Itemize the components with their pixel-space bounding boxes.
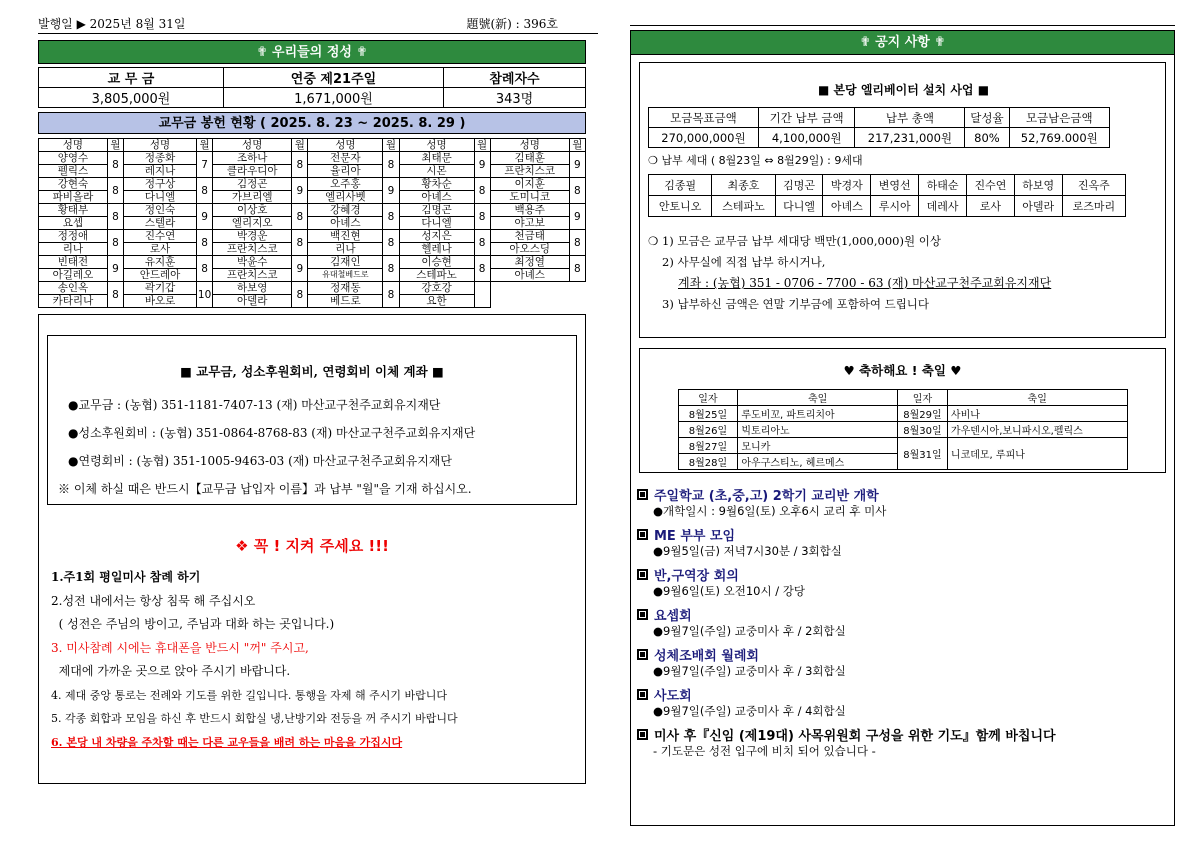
family-baptism-name: 아녜스 — [823, 196, 871, 217]
donor-baptism-name: 아녜스 — [490, 269, 569, 282]
elevator-info-line: ❍ 1) 모금은 교무금 납부 세대당 백만(1,000,000)원 이상 — [648, 234, 941, 248]
donor-name: 하보영 — [213, 282, 292, 295]
donor-month: 8 — [383, 230, 399, 256]
family-name: 최종호 — [712, 175, 775, 196]
notice-title — [637, 645, 1174, 663]
donor-baptism-name: 아길레오 — [39, 269, 108, 282]
feast-names: 루도비꼬, 파트리치아 — [738, 406, 898, 422]
donor-baptism-name: 율리아 — [308, 165, 383, 178]
elevator-header: 모금목표금액 — [649, 108, 759, 128]
notice-title-text: 주일학교 (초,중,고) 2학기 교리반 개학 — [654, 488, 879, 504]
donor-baptism-name: 엘리사벳 — [308, 191, 383, 204]
account-line: ●교무금 : (농협) 351-1181-7407-13 (재) 마산교구천주교회유지재단 — [68, 398, 441, 412]
notice-title — [637, 525, 1174, 543]
donor-month: 9 — [197, 204, 213, 230]
family-baptism-name: 다니엘 — [775, 196, 823, 217]
family-baptism-name: 스테파노 — [712, 196, 775, 217]
donor-name: 강혜경 — [308, 204, 383, 217]
donor-baptism-name: 도미니코 — [490, 191, 569, 204]
rule-item: 3. 미사참례 시에는 휴대폰을 반드시 "꺼" 주시고, — [51, 640, 309, 655]
notice-item — [637, 565, 1174, 599]
donor-month: 8 — [292, 230, 308, 256]
donor-column-header: 성명 — [124, 139, 197, 152]
donor-name: 정재동 — [308, 282, 383, 295]
donor-baptism-name: 시몬 — [399, 165, 474, 178]
donor-column-header: 월 — [197, 139, 213, 152]
donor-name: 최태문 — [399, 152, 474, 165]
feast-names: 니코데모, 루피나 — [947, 438, 1127, 470]
elevator-box — [639, 62, 1166, 338]
donor-column-header: 성명 — [490, 139, 569, 152]
feast-names: 아우구스티노, 헤르메스 — [738, 454, 898, 470]
feast-title: ♥ 축하해요 ! 축일 ♥ — [843, 363, 962, 378]
feast-header: 일자 — [678, 390, 738, 406]
notice-item — [637, 525, 1174, 559]
notice-detail: ●개학일시 : 9월6일(토) 오후6시 교리 후 미사 — [653, 504, 887, 518]
issue-number: 題號(新) : 396호 — [466, 17, 558, 31]
notice-detail: - 기도문은 성전 입구에 비치 되어 있습니다 - — [653, 744, 876, 758]
elevator-info-line: 2) 사무실에 직접 납부 하시거나, — [662, 255, 826, 269]
family-name: 진수연 — [966, 175, 1014, 196]
donor-name: 빈태전 — [39, 256, 108, 269]
donor-column-header: 월 — [292, 139, 308, 152]
donor-name: 박경운 — [213, 230, 292, 243]
feast-date: 8월25일 — [678, 406, 738, 422]
donor-month: 8 — [569, 178, 585, 204]
elevator-header: 모금남은금액 — [1009, 108, 1109, 128]
offering-header: 교 무 금 — [39, 68, 224, 88]
notice-title — [637, 685, 1174, 703]
offering-header: 참례자수 — [444, 68, 586, 88]
notice-title-text: 요셉회 — [654, 608, 692, 624]
donor-baptism-name: 로사 — [124, 243, 197, 256]
donor-month: 9 — [569, 152, 585, 178]
notice-title — [637, 485, 1174, 503]
elevator-value: 217,231,000원 — [855, 128, 965, 148]
notice-detail: ●9월7일(주일) 교중미사 후 / 2회합실 — [653, 624, 846, 638]
offering-header: 연중 제21주일 — [224, 68, 444, 88]
donor-month: 8 — [292, 204, 308, 230]
feast-names: 사비나 — [947, 406, 1127, 422]
donor-month — [474, 282, 490, 308]
family-baptism-name: 데레사 — [919, 196, 967, 217]
donor-month: 9 — [107, 256, 123, 282]
notice-detail: ●9월7일(주일) 교중미사 후 / 4회합실 — [653, 704, 846, 718]
elevator-info — [648, 231, 1159, 315]
donor-column-header: 월 — [474, 139, 490, 152]
donor-name: 양영수 — [39, 152, 108, 165]
accounts-title: ■ 교무금, 성소후원회비, 연령회비 이체 계좌 ■ — [180, 364, 444, 379]
donor-baptism-name: 다니엘 — [399, 217, 474, 230]
donor-baptism-name: 펠릭스 — [39, 165, 108, 178]
elevator-value: 4,100,000원 — [758, 128, 855, 148]
donor-name: 천금태 — [490, 230, 569, 243]
notice-item — [637, 605, 1174, 639]
rule-item: ( 성전은 주님의 방이고, 주님과 대화 하는 곳입니다.) — [51, 617, 335, 631]
donor-month: 8 — [383, 204, 399, 230]
rule-item: 6. 본당 내 차량을 주차할 때는 다른 교우들을 배려 하는 마음을 가집시다 — [51, 735, 403, 749]
donor-month: 8 — [383, 152, 399, 178]
donor-baptism-name: 클라우디아 — [213, 165, 292, 178]
donor-month: 8 — [474, 204, 490, 230]
donor-month: 8 — [292, 282, 308, 308]
donor-month: 8 — [197, 230, 213, 256]
account-line: ●성소후원회비 : (농협) 351-0864-8768-83 (재) 마산교구천주교회유지재단 — [68, 426, 476, 440]
notice-item — [637, 685, 1174, 719]
donor-empty — [490, 282, 585, 308]
donor-baptism-name: 아녜스 — [399, 191, 474, 204]
family-name: 하태순 — [919, 175, 967, 196]
donor-month: 7 — [197, 152, 213, 178]
feast-date: 8월30일 — [898, 422, 948, 438]
elevator-header: 납부 총액 — [855, 108, 965, 128]
donor-month: 8 — [474, 178, 490, 204]
feast-date: 8월27일 — [678, 438, 738, 454]
notice-list — [637, 485, 1174, 759]
offering-value: 3,805,000원 — [39, 88, 224, 108]
notice-detail: ●9월6일(토) 오전10시 / 강당 — [653, 584, 805, 598]
feast-header: 축일 — [738, 390, 898, 406]
notice-title — [637, 605, 1174, 623]
donor-month: 8 — [474, 230, 490, 256]
donor-name: 정종화 — [124, 152, 197, 165]
donor-name: 유지훈 — [124, 256, 197, 269]
donor-baptism-name: 스테파노 — [399, 269, 474, 282]
donor-baptism-name: 요셉 — [39, 217, 108, 230]
donor-month: 9 — [383, 178, 399, 204]
donor-month: 8 — [107, 230, 123, 256]
feast-names: 모니카 — [738, 438, 898, 454]
donor-table — [38, 138, 586, 308]
square-bullet-icon — [637, 689, 648, 700]
notice-title-text: 반,구역장 회의 — [654, 568, 739, 584]
rule-item: 제대에 가까운 곳으로 앉아 주시기 바랍니다. — [51, 664, 291, 678]
donor-name: 정인숙 — [124, 204, 197, 217]
elevator-value: 80% — [965, 128, 1009, 148]
rule-item: 2.성전 내에서는 항상 침묵 해 주십시오 — [51, 593, 256, 608]
rule-item: 4. 제대 중앙 통로는 전례와 기도를 위한 길입니다. 통행을 자제 해 주시기 바랍니다 — [51, 688, 447, 702]
elevator-info-line: 3) 납부하신 금액은 연말 기부금에 포함하여 드립니다 — [662, 297, 930, 311]
notice-title-text: 사도회 — [654, 688, 692, 704]
donor-name: 김재인 — [308, 256, 383, 269]
donor-month: 8 — [569, 230, 585, 256]
donor-baptism-name: 레지나 — [124, 165, 197, 178]
family-name: 변영선 — [871, 175, 919, 196]
family-name: 김명곤 — [775, 175, 823, 196]
donor-month: 8 — [383, 282, 399, 308]
donor-month: 8 — [383, 256, 399, 282]
offering-title-bar: ✟ 우리들의 정성 ✟ — [38, 40, 586, 64]
donor-month: 9 — [569, 204, 585, 230]
square-bullet-icon — [637, 489, 648, 500]
donor-month: 9 — [292, 178, 308, 204]
donor-name: 황차순 — [399, 178, 474, 191]
donor-baptism-name: 스텔라 — [124, 217, 197, 230]
donor-name: 이승현 — [399, 256, 474, 269]
family-name: 박경자 — [823, 175, 871, 196]
donor-month: 8 — [107, 204, 123, 230]
notice-frame — [630, 30, 1175, 826]
accounts-box — [47, 335, 577, 505]
donor-baptism-name: 헬레나 — [399, 243, 474, 256]
family-baptism-name: 로즈마리 — [1062, 196, 1125, 217]
donor-column-header: 성명 — [399, 139, 474, 152]
notice-title-text: 미사 후『신임 (제19대) 사목위원회 구성을 위한 기도』함께 바칩니다 — [654, 728, 1056, 744]
elevator-value: 270,000,000원 — [649, 128, 759, 148]
elevator-table — [648, 107, 1110, 148]
donor-baptism-name: 유대철베드로 — [308, 269, 383, 282]
donor-baptism-name: 파비올라 — [39, 191, 108, 204]
donor-name: 강현숙 — [39, 178, 108, 191]
elevator-title: ■ 본당 엘리베이터 설치 사업 ■ — [817, 83, 990, 97]
feast-box — [639, 348, 1166, 473]
notice-title — [637, 565, 1174, 583]
donor-baptism-name: 프란치스코 — [213, 243, 292, 256]
elevator-period: ❍ 납부 세대 ( 8월23일 ⇔ 8월29일) : 9세대 — [648, 154, 863, 167]
donor-column-header: 월 — [383, 139, 399, 152]
donor-baptism-name: 엘리지오 — [213, 217, 292, 230]
feast-date: 8월26일 — [678, 422, 738, 438]
donor-baptism-name: 리나 — [308, 243, 383, 256]
donor-baptism-name: 가브리엘 — [213, 191, 292, 204]
donor-month: 8 — [107, 282, 123, 308]
notice-item — [637, 485, 1174, 519]
donor-month: 8 — [569, 256, 585, 282]
notice-title-text: 성체조배회 월례회 — [654, 648, 759, 664]
donor-month: 8 — [107, 152, 123, 178]
donor-name: 김태훈 — [490, 152, 569, 165]
bulletin-header — [38, 14, 598, 34]
family-name: 김종필 — [649, 175, 712, 196]
notice-title-bar: ✟ 공지 사항 ✟ — [631, 31, 1174, 55]
donor-baptism-name: 야고보 — [490, 217, 569, 230]
donor-month: 8 — [292, 152, 308, 178]
square-bullet-icon — [637, 649, 648, 660]
notice-item — [637, 645, 1174, 679]
donor-name: 오주홍 — [308, 178, 383, 191]
donor-name: 진수연 — [124, 230, 197, 243]
family-baptism-name: 루시아 — [871, 196, 919, 217]
donor-month: 9 — [292, 256, 308, 282]
donor-month: 10 — [197, 282, 213, 308]
donor-baptism-name: 요한 — [399, 295, 474, 308]
donor-name: 김명곤 — [399, 204, 474, 217]
notice-detail: ●9월5일(금) 저녁7시30분 / 3회합실 — [653, 544, 842, 558]
square-bullet-icon — [637, 729, 648, 740]
family-name: 진옥주 — [1062, 175, 1125, 196]
square-bullet-icon — [637, 529, 648, 540]
donor-baptism-name: 안드레아 — [124, 269, 197, 282]
square-bullet-icon — [637, 569, 648, 580]
donor-name: 최정열 — [490, 256, 569, 269]
donor-baptism-name: 아오스딩 — [490, 243, 569, 256]
donor-month: 8 — [107, 178, 123, 204]
accounts-note: ※ 이체 하실 때은 반드시【교무금 납입자 이름】과 납부 "월"을 기재 하십시오. — [58, 482, 472, 496]
feast-date: 8월28일 — [678, 454, 738, 470]
donor-name: 강호강 — [399, 282, 474, 295]
donor-name: 이지훈 — [490, 178, 569, 191]
left-page — [38, 0, 598, 846]
donor-column-header: 성명 — [213, 139, 292, 152]
donor-name: 황태부 — [39, 204, 108, 217]
donor-month: 8 — [474, 256, 490, 282]
donor-name: 성지은 — [399, 230, 474, 243]
family-baptism-name: 로사 — [966, 196, 1014, 217]
notice-item — [637, 725, 1174, 759]
notice-detail: ●9월7일(주일) 교중미사 후 / 3회합실 — [653, 664, 846, 678]
rule-item: 5. 각종 회합과 모임을 하신 후 반드시 회합실 냉,난방기와 전등을 꺼 주시기 바랍니다 — [51, 712, 458, 725]
offering-value: 343명 — [444, 88, 586, 108]
donor-baptism-name: 아녜스 — [308, 217, 383, 230]
donor-baptism-name: 카타리나 — [39, 295, 108, 308]
donor-name: 박윤수 — [213, 256, 292, 269]
donor-baptism-name: 다니엘 — [124, 191, 197, 204]
feast-date: 8월29일 — [898, 406, 948, 422]
donor-month: 8 — [197, 256, 213, 282]
right-page — [630, 0, 1175, 846]
donor-baptism-name: 프란치스코 — [490, 165, 569, 178]
donor-name: 전문자 — [308, 152, 383, 165]
feast-names: 가우덴시아,보니파시오,펠릭스 — [947, 422, 1127, 438]
donor-month: 9 — [474, 152, 490, 178]
elevator-header: 기간 납부 금액 — [758, 108, 855, 128]
donor-name: 백용주 — [490, 204, 569, 217]
feast-date: 8월31일 — [898, 438, 948, 470]
feast-table — [678, 389, 1128, 470]
family-name: 하보영 — [1014, 175, 1062, 196]
donor-baptism-name: 아델라 — [213, 295, 292, 308]
donor-month: 8 — [197, 178, 213, 204]
donor-name: 백진현 — [308, 230, 383, 243]
donor-column-header: 성명 — [308, 139, 383, 152]
elevator-value: 52,769.000원 — [1009, 128, 1109, 148]
donor-name: 이상호 — [213, 204, 292, 217]
account-line: ●연령회비 : (농협) 351-1005-9463-03 (재) 마산교구천주교회유지재단 — [68, 454, 452, 468]
donor-name: 송인옥 — [39, 282, 108, 295]
donor-column-header: 성명 — [39, 139, 108, 152]
left-lower-box — [38, 314, 586, 784]
offering-table — [38, 67, 586, 108]
donor-baptism-name: 바오로 — [124, 295, 197, 308]
donor-baptism-name: 리나 — [39, 243, 108, 256]
donor-name: 정정애 — [39, 230, 108, 243]
donor-name: 곽기갑 — [124, 282, 197, 295]
donor-title: 교무금 봉헌 현황 ( 2025. 8. 23 ~ 2025. 8. 29 ) — [38, 112, 586, 134]
rules-title: ❖ 꼭 ! 지켜 주세요 !!! — [235, 537, 389, 555]
feast-header: 일자 — [898, 390, 948, 406]
donor-name: 김정곤 — [213, 178, 292, 191]
feast-header: 축일 — [947, 390, 1127, 406]
rules-list — [47, 566, 577, 754]
offering-value: 1,671,000원 — [224, 88, 444, 108]
elevator-families-table — [648, 174, 1126, 217]
donor-name: 정구상 — [124, 178, 197, 191]
elevator-account: 계좌 : (농협) 351 - 0706 - 7700 - 63 (재) 마산교구천주교회유지재단 — [678, 276, 1052, 290]
elevator-header: 달성율 — [965, 108, 1009, 128]
feast-names: 빅토리아노 — [738, 422, 898, 438]
notice-title-text: ME 부부 모임 — [654, 528, 736, 544]
family-baptism-name: 아델라 — [1014, 196, 1062, 217]
donor-column-header: 월 — [569, 139, 585, 152]
donor-name: 조하나 — [213, 152, 292, 165]
family-baptism-name: 안토니오 — [649, 196, 712, 217]
donor-baptism-name: 베드로 — [308, 295, 383, 308]
issue-date: 발행일 ▶ 2025년 8월 31일 — [38, 17, 186, 31]
notice-title — [637, 725, 1174, 743]
square-bullet-icon — [637, 609, 648, 620]
donor-baptism-name: 프란치스코 — [213, 269, 292, 282]
donor-column-header: 월 — [107, 139, 123, 152]
rule-item: 1.주1회 평일미사 참례 하기 — [51, 570, 201, 584]
